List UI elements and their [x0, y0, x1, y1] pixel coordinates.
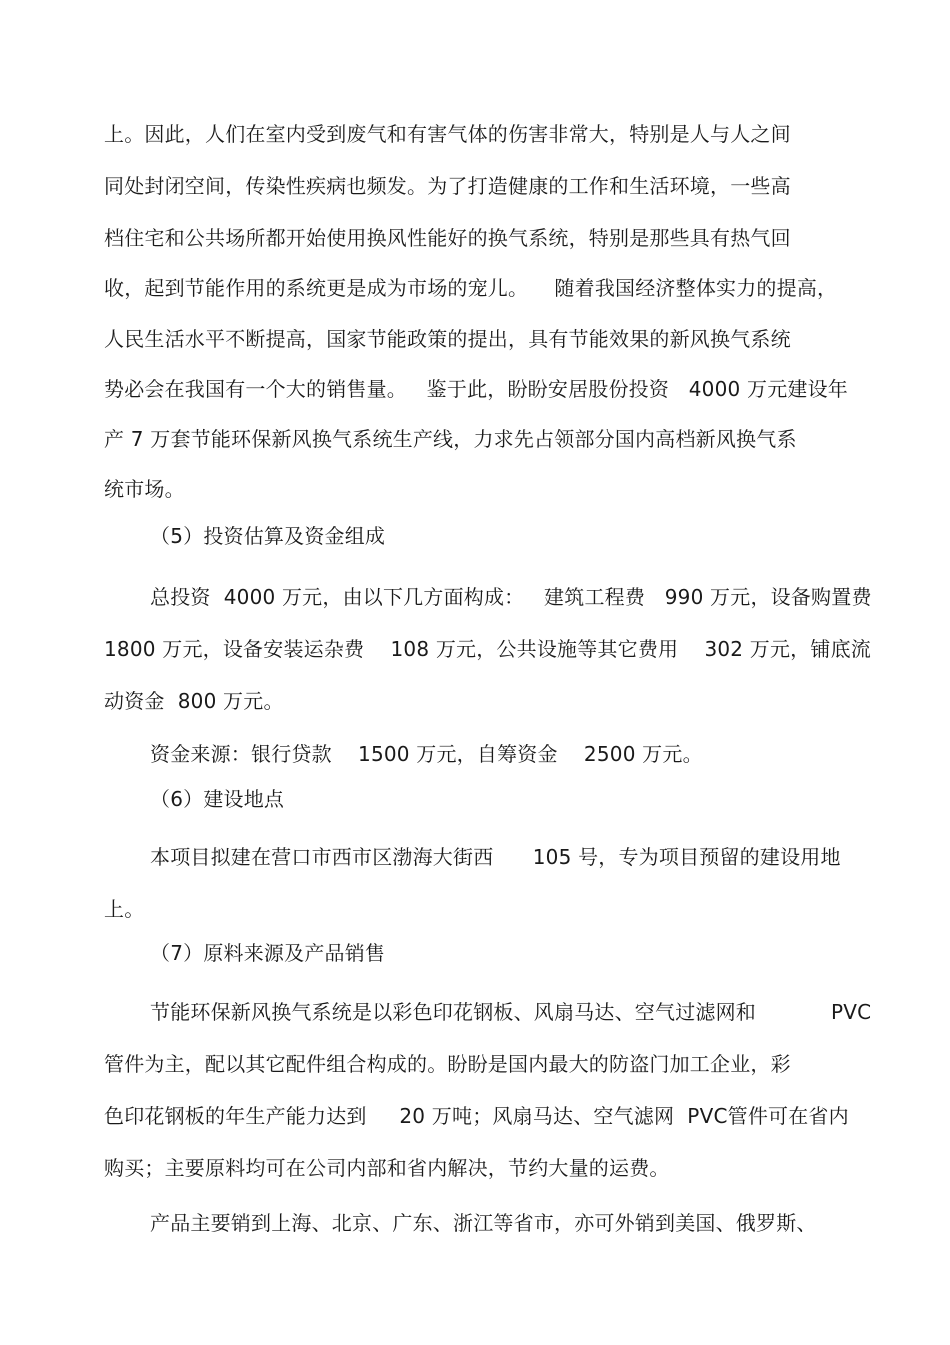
text-line: 档住宅和公共场所都开始使用换风性能好的换气系统，特别是那些具有热气回 [104, 226, 791, 250]
text-line: 管件为主，配以其它配件组合构成的。盼盼是国内最大的防盗门加工企业，彩 [104, 1052, 791, 1076]
text-line: 同处封闭空间，传染性疾病也频发。为了打造健康的工作和生活环境，一些高 [104, 174, 791, 198]
text-line: 人民生活水平不断提高，国家节能政策的提出，具有节能效果的新风换气系统 [104, 327, 791, 351]
text-line: 总投资 4000 万元，由以下几方面构成： 建筑工程费 990 万元，设备购置费 [150, 585, 872, 609]
text-line: 统市场。 [104, 477, 185, 501]
text-line: 色印花钢板的年生产能力达到 20 万吨；风扇马达、空气滤网 PVC管件可在省内 [104, 1104, 849, 1128]
text-line: 产品主要销到上海、北京、广东、浙江等省市，亦可外销到美国、俄罗斯、 [150, 1211, 817, 1235]
text-line: 节能环保新风换气系统是以彩色印花钢板、风扇马达、空气过滤网和 [150, 1000, 756, 1024]
text-line: 1800 万元，设备安装运杂费 108 万元，公共设施等其它费用 302 万元，铺底流 [104, 637, 871, 661]
text-line: 购买；主要原料均可在公司内部和省内解决，节约大量的运费。 [104, 1156, 670, 1180]
section-heading: （5）投资估算及资金组成 [150, 524, 386, 548]
text-line: 上。因此，人们在室内受到废气和有害气体的伤害非常大，特别是人与人之间 [104, 122, 791, 146]
text-line: 上。 [104, 897, 145, 921]
text-line: 势必会在我国有一个大的销售量。 鉴于此，盼盼安居股份投资 4000 万元建设年 [104, 377, 848, 401]
section-heading: （6）建设地点 [150, 787, 285, 811]
section-heading: （7）原料来源及产品销售 [150, 941, 386, 965]
text-line: 产 7 万套节能环保新风换气系统生产线，力求先占领部分国内高档新风换气系 [104, 427, 797, 451]
text-line: 本项目拟建在营口市西市区渤海大街西 105 号，专为项目预留的建设用地 [150, 845, 841, 869]
text-line: 资金来源：银行贷款 1500 万元，自筹资金 2500 万元。 [150, 742, 703, 766]
text-line: PVC [831, 1000, 872, 1024]
text-line: 收，起到节能作用的系统更是成为市场的宠儿。 随着我国经济整体实力的提高， [104, 276, 838, 300]
text-line: 动资金 800 万元。 [104, 689, 284, 713]
